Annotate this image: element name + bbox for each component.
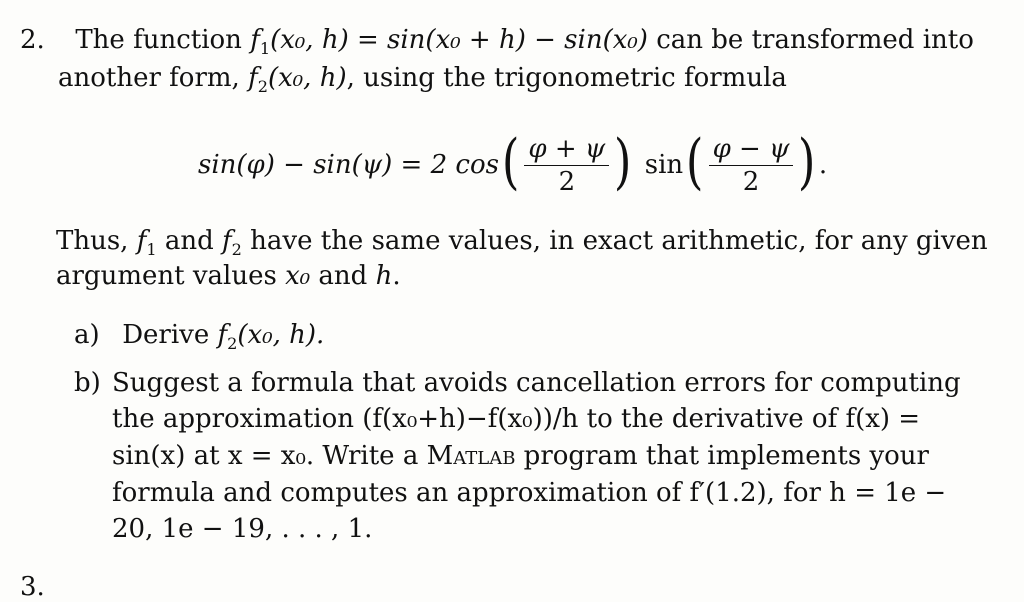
fraction-2-denominator: 2 <box>742 166 760 197</box>
problem-line-1 <box>20 25 974 59</box>
thus-line-1 <box>56 226 988 260</box>
formula-sin: sin <box>644 150 684 180</box>
part-b-line-3 <box>112 443 929 469</box>
intro-text-2b: , using the trigonometric formula <box>346 63 787 93</box>
thus-line-2 <box>56 263 401 289</box>
part-a <box>74 320 325 354</box>
f2-arguments: (x₀, h) <box>267 63 347 93</box>
left-paren-1: ( <box>501 127 520 197</box>
part-b-label: b) <box>74 368 101 398</box>
trig-identity-formula <box>198 127 828 200</box>
problem-number: 2. <box>20 25 45 55</box>
part-b-line-4: formula and computes an approximation of f′(1.2), for h = 1e − <box>112 478 947 508</box>
part-a-f2: $f_2$ <box>217 320 238 354</box>
thus-and: and <box>156 226 223 256</box>
thus-text-2a: argument values <box>56 261 286 291</box>
right-paren-1: ) <box>614 127 632 197</box>
thus-f1: $f_1$ <box>136 226 157 260</box>
f2-symbol: $f_2$ <box>248 63 268 97</box>
part-b-line-3a: sin(x) at x = x₀. Write a <box>112 441 427 471</box>
left-paren-2: ( <box>686 127 704 197</box>
fraction-1 <box>524 133 609 197</box>
thus-text-2-and: and <box>310 261 376 291</box>
intro-text-2a: another form, <box>58 63 249 93</box>
thus-f2: $f_2$ <box>222 226 242 260</box>
fraction-2-numerator: φ − ψ <box>709 136 794 166</box>
thus-x0: x₀ <box>285 261 311 291</box>
problem-line-2 <box>58 63 787 97</box>
part-b-line-1: Suggest a formula that avoids cancellation errors for computing <box>112 368 961 398</box>
thus-h: h <box>375 261 393 291</box>
f1-definition: (x₀, h) = sin(x₀ + h) − sin(x₀) <box>270 25 648 55</box>
part-b-line-2: the approximation (f(x₀+h)−f(x₀))/h to the derivative of f(x) = <box>112 404 921 434</box>
part-a-text: Derive <box>122 320 218 350</box>
formula-period: . <box>818 150 828 180</box>
formula-lhs: sin(φ) − sin(ψ) = 2 cos <box>198 150 499 180</box>
intro-text-1b: can be transformed into <box>647 25 974 55</box>
thus-text-a: Thus, <box>56 226 137 256</box>
next-problem-number: 3. <box>20 572 45 602</box>
part-b-line-3b: program that implements your <box>515 441 929 471</box>
part-b-line-5: 20, 1e − 19, . . . , 1. <box>112 514 373 544</box>
f1-symbol: $f_1$ <box>250 25 271 59</box>
matlab-word: Matlab <box>426 441 516 471</box>
thus-text-b: have the same values, in exact arithmetic, for any given <box>241 226 988 256</box>
intro-text-1a: The function <box>75 25 251 55</box>
part-a-label: a) <box>74 320 100 350</box>
thus-text-2-end: . <box>392 261 401 291</box>
right-paren-2: ) <box>798 127 816 197</box>
fraction-1-denominator: 2 <box>558 166 576 197</box>
fraction-1-numerator: φ + ψ <box>524 136 609 166</box>
fraction-2 <box>709 133 794 197</box>
part-a-f2-args: (x₀, h). <box>237 320 325 350</box>
